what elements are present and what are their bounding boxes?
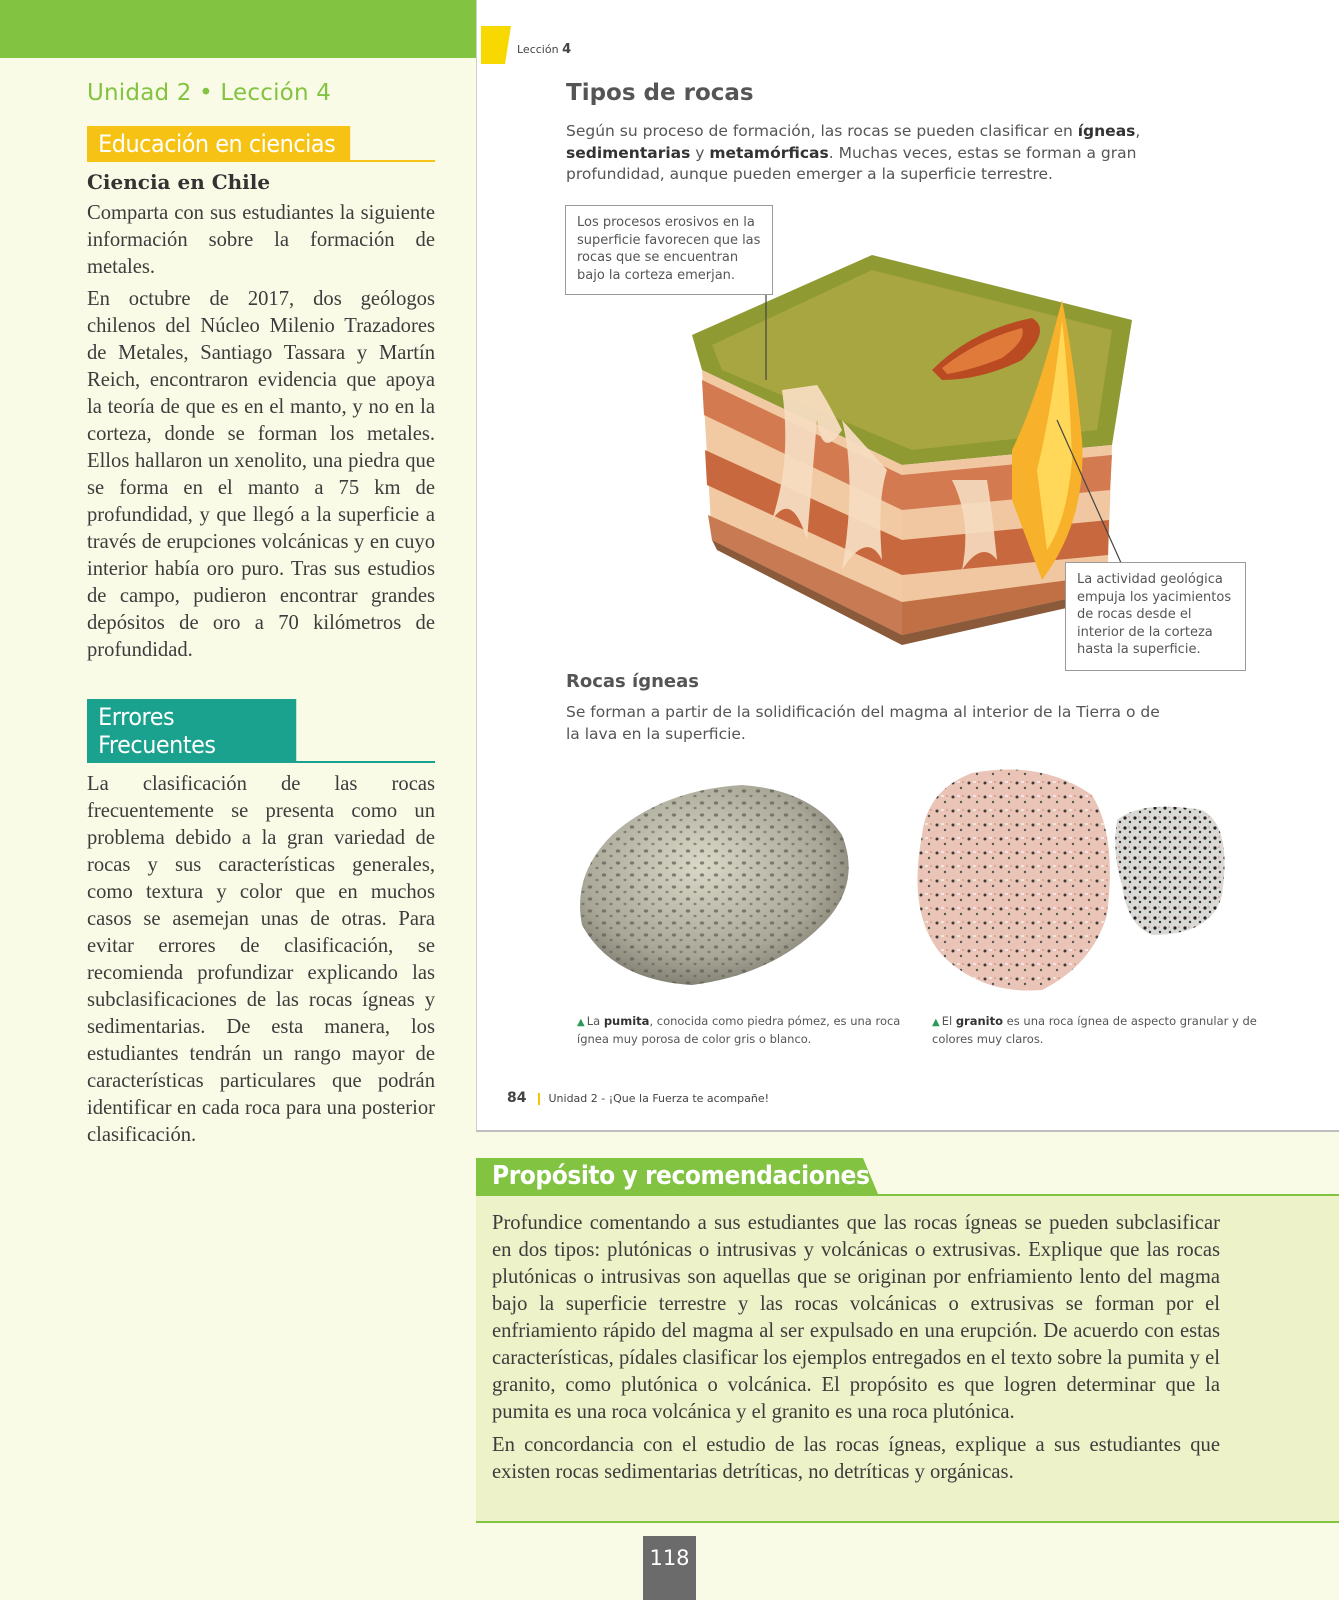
page-number: 118 [643, 1536, 696, 1600]
textbook-folio: 84 Unidad 2 - ¡Que la Fuerza te acompañe! [507, 1090, 770, 1106]
section-divider [87, 160, 435, 162]
paragraph: En octubre de 2017, dos geólogos chilenos del Núcleo Milenio Trazadores de Metales, Santiago Tassara y Martín Reich, encontraron evidencia que apoya la teoría de que es en el manto, y no en la corteza, donde se forman los metales. Ellos hallaron un xenolito, una piedra que se forma en el manto a 75 km de profundidad, y que llegó a la superficie a través de erupciones volcánicas y en cuyo interior había oro puro. Tras sus estudios de campo, pudieron encontrar grandes depósitos de oro a 70 kilómetros de profundidad. [87, 288, 435, 661]
textbook-page [476, 0, 1339, 1132]
purpose-title: Propósito y recomendaciones [492, 1161, 870, 1191]
section-errors-title: Errores Frecuentes [87, 699, 296, 763]
paragraph: En concordancia con el estudio de las rocas ígneas, explique a sus estudiantes que existen rocas sedimentarias detríticas, no detríticas y orgánicas. [492, 1434, 1220, 1483]
section-divider [87, 761, 435, 763]
lesson-flag [481, 26, 511, 64]
teacher-notes-column [87, 80, 435, 1154]
page-title: Tipos de rocas [566, 80, 754, 106]
header-green-bar [0, 0, 476, 58]
pumice-rock-image [572, 775, 862, 995]
callout-geologic-activity: La actividad geológica empuja los yacimientos de rocas desde el interior de la corteza hasta la superficie. [1065, 562, 1246, 671]
purpose-section [476, 1158, 1339, 1523]
triangle-icon: ▲ [577, 1017, 585, 1028]
section-education-header [87, 126, 435, 162]
lesson-label: Lección 4 [517, 42, 572, 57]
igneous-rocks-heading: Rocas ígneas [566, 671, 699, 692]
callout-erosion: Los procesos erosivos en la superficie favorecen que las rocas que se encuentran bajo la corteza emerjan. [565, 205, 773, 295]
purpose-body [476, 1194, 1339, 1523]
granite-rock-image [902, 765, 1262, 1005]
unit-heading: Unidad 2 • Lección 4 [87, 80, 332, 106]
igneous-rocks-description: Se forman a partir de la solidificación del magma al interior de la Tierra o de la lava en la superficie. [566, 703, 1160, 743]
granite-caption: ▲ El granito es una roca ígnea de aspecto granular y de colores muy claros. [932, 1014, 1257, 1046]
paragraph: La clasificación de las rocas frecuentemente se presenta como un problema debido a la gran variedad de rocas y sus características generales, como textura y color que en muchos casos se asemejan unas de otras. Para evitar errores de clasificación, se recomienda profundizar explicando las subclasificaciones de las rocas ígneas y sedimentarias. De esta manera, los estudiantes tendrán un rango mayor de características particulares que podrán identificar en cada roca para una posterior clasificación. [87, 773, 435, 1146]
section-subtitle: Ciencia en Chile [87, 170, 271, 194]
triangle-icon: ▲ [932, 1017, 940, 1028]
section-errors-header [87, 699, 435, 763]
pumice-caption: ▲ La pumita, conocida como piedra pómez, es una roca ígnea muy porosa de color gris o blanco. [577, 1014, 901, 1046]
section-education-title: Educación en ciencias [87, 126, 350, 162]
paragraph: Profundice comentando a sus estudiantes que las rocas ígneas se pueden subclasificar en dos tipos: plutónicas o intrusivas y volcánicas o extrusivas. Explique que las rocas plutónicas o intrusivas son aquellas que se originan por enfriamiento lento del magma bajo la superficie terrestre y las rocas volcánicas o extrusivas se forman por el enfriamiento rápido del magma al ser expulsado en una erupción. De acuerdo con estas características, pídales clasificar los ejemplos entregados en el texto sobre la pumita y el granito, como plutónica o volcánica. El propósito es que logren determinar que la pumita es una roca volcánica y el granito es una roca plutónica. [492, 1212, 1220, 1423]
intro-paragraph: Según su proceso de formación, las rocas se pueden clasificar en ígneas, sedimentarias y metamórficas. Muchas veces, estas se forman a gran profundidad, aunque pueden emerger a la superficie terrestre. [566, 122, 1141, 183]
paragraph: Comparta con sus estudiantes la siguiente información sobre la formación de metales. [87, 202, 435, 278]
